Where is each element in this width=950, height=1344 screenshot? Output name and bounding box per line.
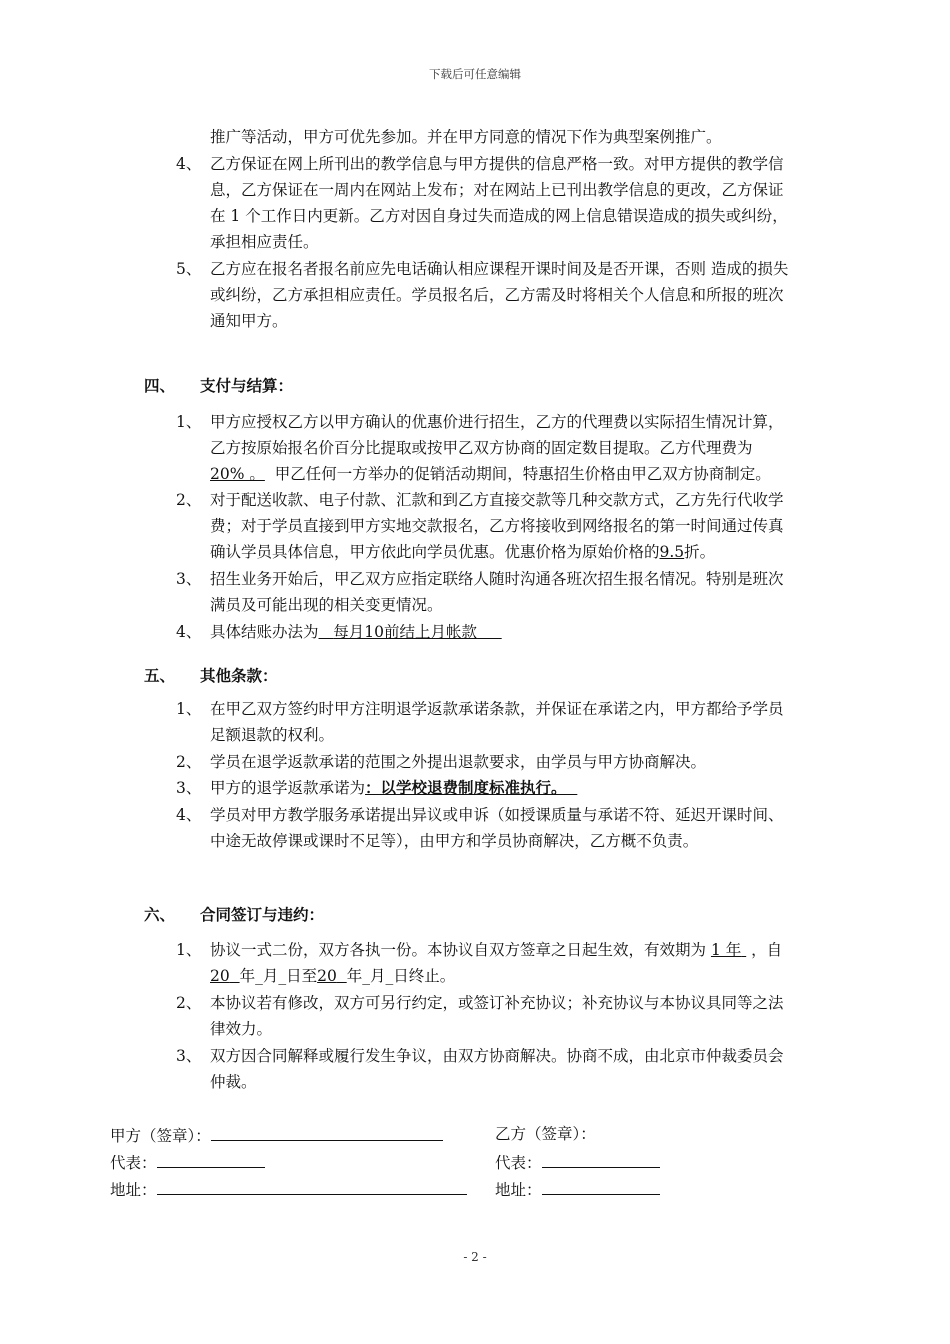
paragraph-line: 承担相应责任。 bbox=[210, 233, 319, 251]
party-a-signature-row bbox=[110, 1124, 443, 1146]
party-a-address-label: 地址： bbox=[110, 1181, 157, 1199]
paragraph-line: 仲裁。 bbox=[210, 1073, 257, 1091]
section-number: 六、 bbox=[144, 905, 176, 924]
discount-unit: 折。 bbox=[684, 543, 716, 561]
party-a-signature-blank bbox=[211, 1124, 443, 1141]
paragraph-line: 乙方应在报名者报名前应先电话确认相应课程开课时间及是否开课，否则 造成的损失 bbox=[210, 260, 789, 278]
paragraph-line: 乙方保证在网上所刊出的教学信息与甲方提供的信息严格一致。对甲方提供的教学信 bbox=[210, 155, 784, 173]
paragraph-line: 学员在退学返款承诺的范围之外提出退款要求，由学员与甲方协商解决。 bbox=[210, 753, 707, 771]
item-number: 3、 bbox=[176, 1047, 202, 1065]
paragraph-line: 在甲乙双方签约时甲方注明退学返款承诺条款，并保证在承诺之内，甲方都给予学员 bbox=[210, 700, 784, 718]
paragraph-line bbox=[210, 622, 502, 642]
item-number: 2、 bbox=[176, 753, 202, 771]
paragraph-line: 双方因合同解释或履行发生争议，由双方协商解决。协商不成，由北京市仲裁委员会 bbox=[210, 1047, 784, 1065]
paragraph-line: 通知甲方。 bbox=[210, 312, 288, 330]
agency-fee-value: 20% 。 bbox=[210, 465, 265, 483]
paragraph-line bbox=[210, 940, 782, 960]
paragraph-line: 费；对于学员直接到甲方实地交款报名，乙方将接收到网络报名的第一时间通过传真 bbox=[210, 517, 784, 535]
party-a-address-blank bbox=[157, 1178, 467, 1195]
item-number: 1、 bbox=[176, 700, 202, 718]
party-b-signature-label: 乙方（签章）： bbox=[495, 1125, 596, 1143]
section-heading-other-terms bbox=[144, 666, 278, 686]
section-title: 合同签订与违约： bbox=[200, 905, 325, 924]
party-a-rep-blank bbox=[157, 1151, 265, 1168]
paragraph-line: 招生业务开始后，甲乙双方应指定联络人随时沟通各班次招生报名情况。特别是班次 bbox=[210, 570, 784, 588]
paragraph-line: 对于配送收款、电子付款、汇款和到乙方直接交款等几种交款方式，乙方先行代收学 bbox=[210, 491, 784, 509]
paragraph-line: 学员对甲方教学服务承诺提出异议或申诉（如授课质量与承诺不符、延迟开课时间、 bbox=[210, 806, 784, 824]
paragraph-text: 年_月_日终止。 bbox=[346, 967, 456, 985]
paragraph-line: 中途无故停课或课时不足等），由甲方和学员协商解决，乙方概不负责。 bbox=[210, 832, 699, 850]
refund-policy-value: ：以学校退费制度标准执行。 bbox=[365, 778, 567, 797]
paragraph-line: 在 1 个工作日内更新。乙方对因自身过失而造成的网上信息错误造成的损失或纠纷， bbox=[210, 207, 788, 225]
paragraph-line bbox=[210, 542, 715, 562]
page-header: 下载后可任意编辑 bbox=[429, 67, 521, 81]
paragraph-line bbox=[210, 778, 577, 798]
item-number: 3、 bbox=[176, 779, 202, 797]
party-b-rep-label: 代表： bbox=[495, 1154, 542, 1172]
item-number: 1、 bbox=[176, 941, 202, 959]
item-number: 4、 bbox=[176, 155, 202, 173]
party-a-rep-label: 代表： bbox=[110, 1154, 157, 1172]
validity-term-value: 1 年 bbox=[710, 941, 742, 959]
paragraph-line: 律效力。 bbox=[210, 1020, 273, 1038]
paragraph-text: 确认学员具体信息，甲方依此向学员优惠。优惠价格为原始价格的 bbox=[210, 543, 660, 561]
page-number: - 2 - bbox=[463, 1250, 487, 1264]
paragraph-text: ，自 bbox=[751, 941, 783, 959]
section-number: 五、 bbox=[144, 666, 176, 685]
paragraph-line: 甲方应授权乙方以甲方确认的优惠价进行招生，乙方的代理费以实际招生情况计算， bbox=[210, 413, 784, 431]
refund-label: 甲方的退学返款承诺为 bbox=[210, 779, 366, 797]
paragraph-line: 足额退款的权利。 bbox=[210, 726, 335, 744]
end-year-value: 20 bbox=[317, 967, 337, 985]
item-number: 1、 bbox=[176, 413, 202, 431]
paragraph-line: 推广等活动，甲方可优先参加。并在甲方同意的情况下作为典型案例推广。 bbox=[210, 128, 722, 146]
paragraph-line: 乙方按原始报名价百分比提取或按甲乙双方协商的固定数目提取。乙方代理费为 bbox=[210, 439, 753, 457]
paragraph-line: 息，乙方保证在一周内在网站上发布；对在网站上已刊出教学信息的更改，乙方保证 bbox=[210, 181, 784, 199]
party-a-rep-row bbox=[110, 1151, 265, 1173]
start-year-value: 20 bbox=[210, 967, 230, 985]
paragraph-line: 本协议若有修改，双方可另行约定，或签订补充协议；补充协议与本协议具同等之法 bbox=[210, 994, 784, 1012]
item-number: 2、 bbox=[176, 491, 202, 509]
party-b-address-row bbox=[495, 1178, 660, 1200]
party-b-rep-blank bbox=[542, 1151, 660, 1168]
section-title: 其他条款： bbox=[200, 666, 278, 685]
section-number: 四、 bbox=[144, 376, 176, 395]
party-b-signature-row bbox=[495, 1124, 596, 1144]
item-number: 4、 bbox=[176, 623, 202, 641]
paragraph-text: 甲乙任何一方举办的促销活动期间，特惠招生价格由甲乙双方协商制定。 bbox=[274, 465, 771, 483]
settlement-label: 具体结账办法为 bbox=[210, 623, 319, 641]
paragraph-line bbox=[210, 966, 455, 986]
party-b-address-label: 地址： bbox=[495, 1181, 542, 1199]
item-number: 3、 bbox=[176, 570, 202, 588]
discount-value: 9.5 bbox=[659, 543, 685, 561]
party-a-address-row bbox=[110, 1178, 467, 1200]
item-number: 2、 bbox=[176, 994, 202, 1012]
section-heading-payment bbox=[144, 376, 294, 396]
settlement-method-value: 每月10前结上月帐款 bbox=[333, 623, 478, 641]
party-a-signature-label: 甲方（签章）： bbox=[110, 1127, 211, 1145]
paragraph-text: 协议一式二份，双方各执一份。本协议自双方签章之日起生效，有效期为 bbox=[210, 941, 707, 959]
paragraph-line bbox=[210, 464, 771, 484]
party-b-address-blank bbox=[542, 1178, 660, 1195]
party-b-rep-row bbox=[495, 1151, 660, 1173]
paragraph-line: 满员及可能出现的相关变更情况。 bbox=[210, 596, 443, 614]
item-number: 4、 bbox=[176, 806, 202, 824]
section-title: 支付与结算： bbox=[200, 376, 294, 395]
section-heading-signing bbox=[144, 905, 325, 925]
paragraph-text: 年_月_日至 bbox=[239, 967, 318, 985]
paragraph-line: 或纠纷，乙方承担相应责任。学员报名后，乙方需及时将相关个人信息和所报的班次 bbox=[210, 286, 784, 304]
item-number: 5、 bbox=[176, 260, 202, 278]
